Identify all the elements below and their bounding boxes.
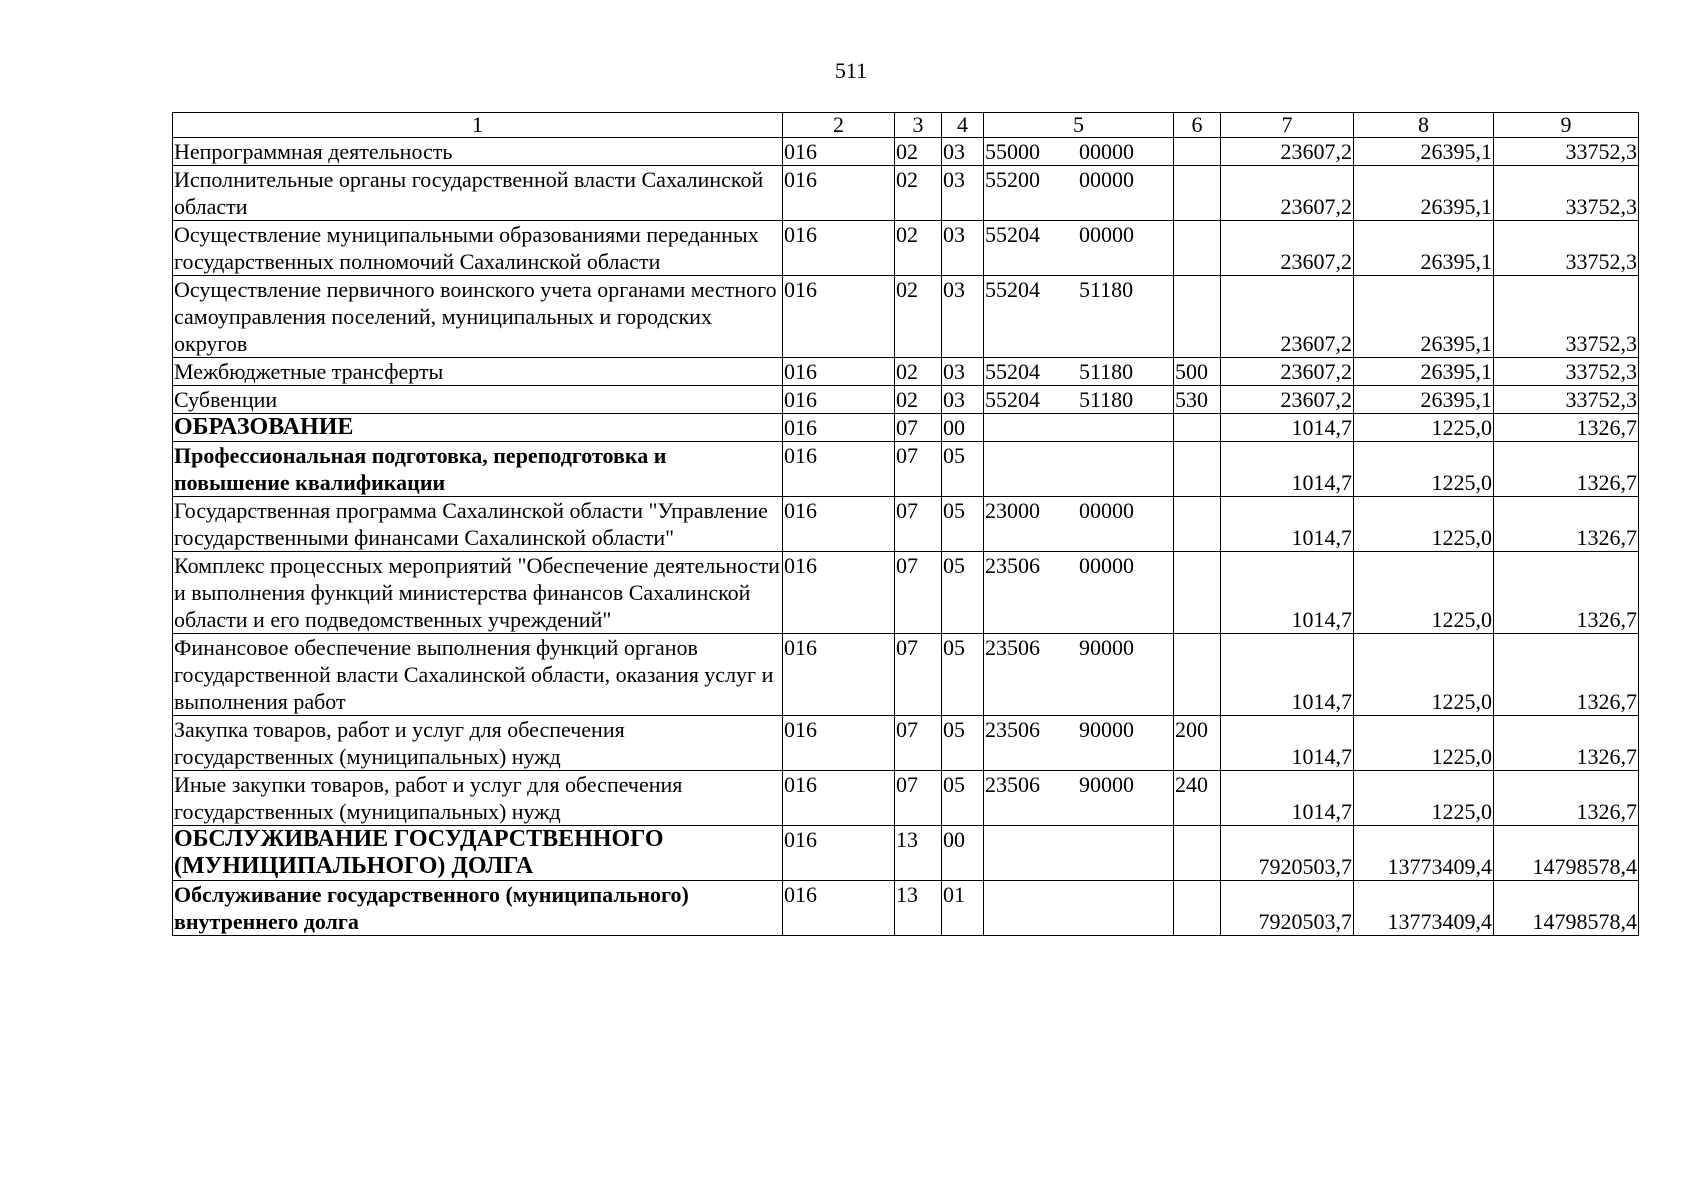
- row-name: Межбюджетные трансферты: [173, 358, 783, 386]
- code-expense-type: [1174, 221, 1221, 276]
- code-expense-type: 240: [1174, 771, 1221, 826]
- code-section: 13: [895, 826, 942, 881]
- code-program: 23506: [985, 772, 1040, 797]
- amount-year-2: 26395,1: [1354, 276, 1494, 358]
- code-section: 07: [895, 442, 942, 497]
- code-section: 07: [895, 771, 942, 826]
- amount-year-2: 1225,0: [1354, 497, 1494, 552]
- code-program: 55204: [985, 222, 1040, 247]
- code-subsection: 03: [942, 221, 984, 276]
- amount-year-3: 33752,3: [1494, 386, 1639, 414]
- header-cell: 3: [895, 113, 942, 138]
- amount-year-2: 26395,1: [1354, 386, 1494, 414]
- amount-year-2: 1225,0: [1354, 414, 1494, 442]
- code-ministry: 016: [783, 221, 895, 276]
- code-ministry: 016: [783, 386, 895, 414]
- code-target-article: [984, 166, 1174, 221]
- amount-year-1: 23607,2: [1221, 276, 1354, 358]
- code-ministry: 016: [783, 881, 895, 936]
- table-row: [173, 826, 1639, 881]
- amount-year-2: 26395,1: [1354, 138, 1494, 166]
- amount-year-2: 1225,0: [1354, 716, 1494, 771]
- code-direction: 00000: [1079, 139, 1134, 164]
- code-ministry: 016: [783, 276, 895, 358]
- code-program: 55204: [985, 277, 1040, 302]
- code-subsection: 00: [942, 414, 984, 442]
- code-direction: 51180: [1079, 359, 1134, 384]
- code-ministry: 016: [783, 771, 895, 826]
- code-direction: 00000: [1079, 553, 1134, 578]
- code-target-article: [984, 414, 1174, 442]
- row-name: Субвенции: [173, 386, 783, 414]
- code-subsection: 03: [942, 386, 984, 414]
- code-ministry: 016: [783, 358, 895, 386]
- code-direction: 90000: [1079, 635, 1134, 660]
- amount-year-2: 26395,1: [1354, 166, 1494, 221]
- amount-year-1: 1014,7: [1221, 497, 1354, 552]
- row-name: Непрограммная деятельность: [173, 138, 783, 166]
- table-row: [173, 276, 1639, 358]
- code-target-article: [984, 221, 1174, 276]
- code-target-article: [984, 138, 1174, 166]
- amount-year-2: 1225,0: [1354, 552, 1494, 634]
- code-section: 13: [895, 881, 942, 936]
- code-subsection: 05: [942, 716, 984, 771]
- amount-year-1: 1014,7: [1221, 442, 1354, 497]
- amount-year-1: 23607,2: [1221, 221, 1354, 276]
- code-subsection: 00: [942, 826, 984, 881]
- code-direction: 00000: [1079, 222, 1134, 247]
- code-expense-type: [1174, 881, 1221, 936]
- header-cell: 2: [783, 113, 895, 138]
- amount-year-1: 23607,2: [1221, 358, 1354, 386]
- code-ministry: 016: [783, 497, 895, 552]
- table-body: [173, 138, 1639, 936]
- row-name: Финансовое обеспечение выполнения функций органов государственной власти Сахалинской области, оказания услуг и выполнения работ: [173, 634, 783, 716]
- amount-year-3: 33752,3: [1494, 276, 1639, 358]
- table-row: [173, 358, 1639, 386]
- code-target-article: [984, 716, 1174, 771]
- table-row: [173, 138, 1639, 166]
- row-name: Профессиональная подготовка, переподготовка и повышение квалификации: [173, 442, 783, 497]
- code-target-article: [984, 881, 1174, 936]
- code-direction: 90000: [1079, 717, 1134, 742]
- amount-year-1: 23607,2: [1221, 386, 1354, 414]
- code-ministry: 016: [783, 442, 895, 497]
- code-subsection: 05: [942, 634, 984, 716]
- amount-year-3: 33752,3: [1494, 358, 1639, 386]
- code-section: 07: [895, 414, 942, 442]
- code-section: 02: [895, 166, 942, 221]
- header-row: [173, 113, 1639, 138]
- code-section: 07: [895, 634, 942, 716]
- amount-year-3: 1326,7: [1494, 414, 1639, 442]
- code-expense-type: 530: [1174, 386, 1221, 414]
- row-name: Закупка товаров, работ и услуг для обеспечения государственных (муниципальных) нужд: [173, 716, 783, 771]
- table-row: [173, 442, 1639, 497]
- amount-year-3: 33752,3: [1494, 138, 1639, 166]
- amount-year-3: 1326,7: [1494, 497, 1639, 552]
- code-section: 02: [895, 276, 942, 358]
- amount-year-1: 1014,7: [1221, 771, 1354, 826]
- code-ministry: 016: [783, 138, 895, 166]
- code-target-article: [984, 826, 1174, 881]
- row-name: Иные закупки товаров, работ и услуг для обеспечения государственных (муниципальных) нужд: [173, 771, 783, 826]
- code-expense-type: [1174, 497, 1221, 552]
- code-expense-type: [1174, 276, 1221, 358]
- header-cell: 4: [942, 113, 984, 138]
- code-section: 07: [895, 497, 942, 552]
- code-subsection: 03: [942, 358, 984, 386]
- row-name: Обслуживание государственного (муниципального) внутреннего долга: [173, 881, 783, 936]
- row-name: Осуществление первичного воинского учета органами местного самоуправления поселений, муниципальных и городских округов: [173, 276, 783, 358]
- amount-year-1: 1014,7: [1221, 552, 1354, 634]
- code-section: 02: [895, 386, 942, 414]
- code-target-article: [984, 358, 1174, 386]
- code-expense-type: [1174, 166, 1221, 221]
- header-cell: 9: [1494, 113, 1639, 138]
- code-ministry: 016: [783, 552, 895, 634]
- table-row: [173, 414, 1639, 442]
- amount-year-3: 14798578,4: [1494, 826, 1639, 881]
- row-name: Осуществление муниципальными образованиями переданных государственных полномочий Сахалинской области: [173, 221, 783, 276]
- amount-year-3: 14798578,4: [1494, 881, 1639, 936]
- amount-year-1: 7920503,7: [1221, 826, 1354, 881]
- code-subsection: 03: [942, 276, 984, 358]
- amount-year-1: 1014,7: [1221, 716, 1354, 771]
- code-ministry: 016: [783, 716, 895, 771]
- code-section: 02: [895, 221, 942, 276]
- header-cell: 7: [1221, 113, 1354, 138]
- amount-year-1: 1014,7: [1221, 414, 1354, 442]
- code-target-article: [984, 634, 1174, 716]
- code-subsection: 05: [942, 497, 984, 552]
- amount-year-1: 23607,2: [1221, 166, 1354, 221]
- code-target-article: [984, 276, 1174, 358]
- code-target-article: [984, 771, 1174, 826]
- amount-year-2: 26395,1: [1354, 358, 1494, 386]
- table-row: [173, 881, 1639, 936]
- code-program: 23506: [985, 635, 1040, 660]
- amount-year-3: 33752,3: [1494, 166, 1639, 221]
- code-expense-type: [1174, 138, 1221, 166]
- code-expense-type: 500: [1174, 358, 1221, 386]
- code-expense-type: [1174, 552, 1221, 634]
- code-program: 55204: [985, 387, 1040, 412]
- header-cell: 8: [1354, 113, 1494, 138]
- header-cell: 6: [1174, 113, 1221, 138]
- table-row: [173, 221, 1639, 276]
- code-subsection: 03: [942, 138, 984, 166]
- code-subsection: 05: [942, 442, 984, 497]
- table-row: [173, 497, 1639, 552]
- code-program: 23000: [985, 498, 1040, 523]
- table-row: [173, 771, 1639, 826]
- code-program: 55000: [985, 139, 1040, 164]
- table-row: [173, 386, 1639, 414]
- code-subsection: 05: [942, 771, 984, 826]
- amount-year-3: 1326,7: [1494, 771, 1639, 826]
- code-subsection: 05: [942, 552, 984, 634]
- amount-year-2: 1225,0: [1354, 771, 1494, 826]
- row-name: Комплекс процессных мероприятий "Обеспечение деятельности и выполнения функций министерства финансов Сахалинской области и его подведомственных учреждений": [173, 552, 783, 634]
- code-ministry: 016: [783, 414, 895, 442]
- amount-year-2: 13773409,4: [1354, 881, 1494, 936]
- code-section: 02: [895, 138, 942, 166]
- budget-table: [172, 112, 1639, 936]
- code-direction: 00000: [1079, 167, 1134, 192]
- code-target-article: [984, 442, 1174, 497]
- code-direction: 51180: [1079, 277, 1134, 302]
- amount-year-3: 1326,7: [1494, 634, 1639, 716]
- amount-year-2: 13773409,4: [1354, 826, 1494, 881]
- code-ministry: 016: [783, 826, 895, 881]
- code-target-article: [984, 386, 1174, 414]
- table-row: [173, 552, 1639, 634]
- row-name: ОБСЛУЖИВАНИЕ ГОСУДАРСТВЕННОГО (МУНИЦИПАЛЬНОГО) ДОЛГА: [173, 826, 783, 881]
- code-program: 55200: [985, 167, 1040, 192]
- code-direction: 51180: [1079, 387, 1134, 412]
- table-row: [173, 166, 1639, 221]
- amount-year-2: 1225,0: [1354, 634, 1494, 716]
- code-section: 07: [895, 716, 942, 771]
- code-ministry: 016: [783, 166, 895, 221]
- row-name: ОБРАЗОВАНИЕ: [173, 414, 783, 442]
- amount-year-1: 1014,7: [1221, 634, 1354, 716]
- code-expense-type: 200: [1174, 716, 1221, 771]
- code-target-article: [984, 497, 1174, 552]
- code-expense-type: [1174, 634, 1221, 716]
- header-cell: 5: [984, 113, 1174, 138]
- amount-year-3: 1326,7: [1494, 552, 1639, 634]
- code-program: 23506: [985, 717, 1040, 742]
- amount-year-2: 1225,0: [1354, 442, 1494, 497]
- code-target-article: [984, 552, 1174, 634]
- header-cell: 1: [173, 113, 783, 138]
- code-subsection: 01: [942, 881, 984, 936]
- code-program: 55204: [985, 359, 1040, 384]
- code-expense-type: [1174, 826, 1221, 881]
- code-section: 07: [895, 552, 942, 634]
- table-row: [173, 634, 1639, 716]
- amount-year-3: 1326,7: [1494, 716, 1639, 771]
- amount-year-2: 26395,1: [1354, 221, 1494, 276]
- row-name: Государственная программа Сахалинской области "Управление государственными финансами Сахалинской области": [173, 497, 783, 552]
- row-name: Исполнительные органы государственной власти Сахалинской области: [173, 166, 783, 221]
- code-program: 23506: [985, 553, 1040, 578]
- page-number: 511: [834, 58, 868, 83]
- amount-year-3: 33752,3: [1494, 221, 1639, 276]
- code-direction: 90000: [1079, 772, 1134, 797]
- amount-year-3: 1326,7: [1494, 442, 1639, 497]
- amount-year-1: 23607,2: [1221, 138, 1354, 166]
- code-section: 02: [895, 358, 942, 386]
- code-expense-type: [1174, 442, 1221, 497]
- code-subsection: 03: [942, 166, 984, 221]
- table-row: [173, 716, 1639, 771]
- code-direction: 00000: [1079, 498, 1134, 523]
- code-expense-type: [1174, 414, 1221, 442]
- code-ministry: 016: [783, 634, 895, 716]
- amount-year-1: 7920503,7: [1221, 881, 1354, 936]
